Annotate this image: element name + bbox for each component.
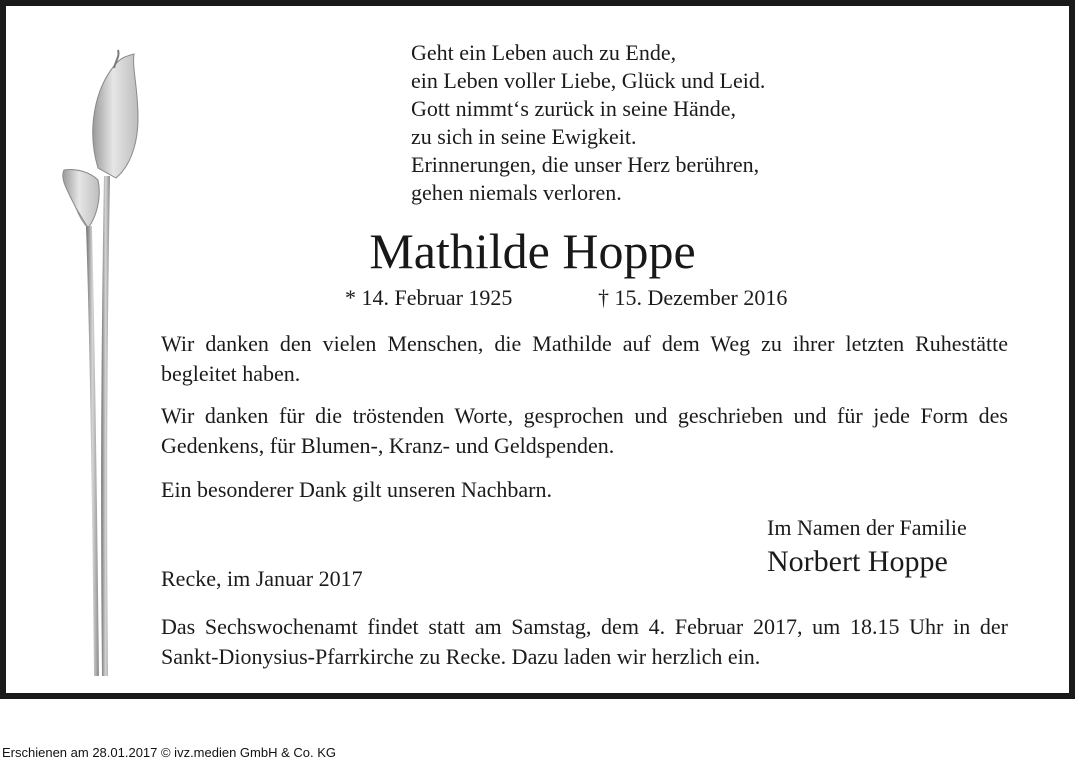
signer-name: Norbert Hoppe [767,545,948,578]
service-notice: Das Sechswochenamt findet statt am Samstag, dem 4. Februar 2017, um 18.15 Uhr in der Sankt-Dionysius-Pfarrkirche zu Recke. Dazu laden wir herzlich ein. [161,614,1008,669]
place-date: Recke, im Januar 2017 [161,566,363,591]
birth-date: * 14. Februar 1925 [345,285,513,310]
calla-lily-flower-icon [46,48,156,676]
memorial-poem [411,39,765,207]
deceased-name: Mathilde Hoppe [369,223,696,279]
on-behalf-label: Im Namen der Familie [767,515,967,540]
thanks-paragraph: Wir danken für die tröstenden Worte, gesprochen und geschrieben und für jede Form des Gedenkens, für Blumen-, Kranz- und Geldspenden. [161,403,1008,458]
thanks-paragraph: Wir danken den vielen Menschen, die Mathilde auf dem Weg zu ihrer letzten Ruhestätte begleitet haben. [161,331,1008,386]
poem-line: Geht ein Leben auch zu Ende, [411,40,677,65]
neighbors-thanks: Ein besonderer Dank gilt unseren Nachbarn. [161,477,552,502]
poem-line: Erinnerungen, die unser Herz berühren, [411,152,760,177]
poem-line: zu sich in seine Ewigkeit. [411,124,637,149]
publication-footer: Erschienen am 28.01.2017 © ivz.medien GmbH & Co. KG [2,745,337,760]
poem-line: ein Leben voller Liebe, Glück und Leid. [411,68,766,93]
poem-line: Gott nimmt‘s zurück in seine Hände, [411,96,737,121]
death-date: † 15. Dezember 2016 [598,285,788,310]
poem-line: gehen niemals verloren. [411,180,622,205]
